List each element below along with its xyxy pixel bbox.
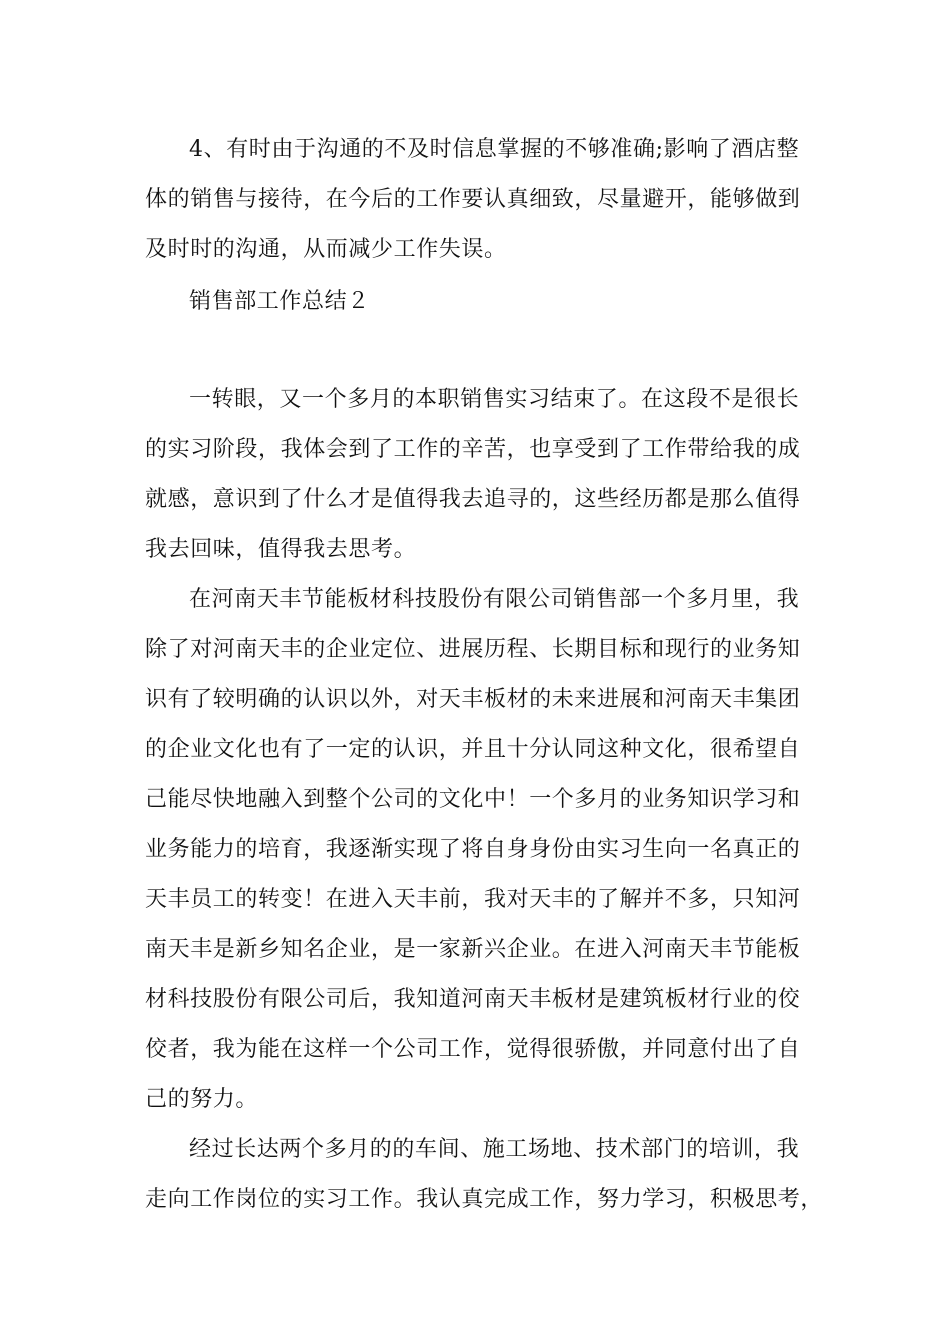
paragraph-3-line-4: 的企业文化也有了一定的认识，并且十分认同这种文化，很希望自 (145, 737, 801, 762)
paragraph-3-line-10: 佼者，我为能在这样一个公司工作，觉得很骄傲，并同意付出了自 (145, 1037, 801, 1062)
paragraph-3-line-1: 在河南天丰节能板材科技股份有限公司销售部一个多月里，我 (189, 587, 800, 612)
paragraph-3-line-2: 除了对河南天丰的企业定位、进展历程、长期目标和现行的业务知 (145, 637, 801, 662)
paragraph-2-line-3: 就感，意识到了什么才是值得我去追寻的，这些经历都是那么值得 (145, 487, 801, 512)
paragraph-3-line-11: 己的努力。 (145, 1087, 259, 1112)
paragraph-1-line-2: 体的销售与接待，在今后的工作要认真细致，尽量避开，能够做到 (145, 187, 801, 212)
paragraph-3-line-8: 南天丰是新乡知名企业，是一家新兴企业。在进入河南天丰节能板 (145, 937, 801, 962)
paragraph-3-line-3: 识有了较明确的认识以外，对天丰板材的未来进展和河南天丰集团 (145, 687, 801, 712)
paragraph-3-line-7: 天丰员工的转变！在进入天丰前，我对天丰的了解并不多，只知河 (145, 887, 801, 912)
paragraph-4-line-2: 走向工作岗位的实习工作。我认真完成工作，努力学习，积极思考， (145, 1187, 824, 1212)
paragraph-3-line-5: 己能尽快地融入到整个公司的文化中！一个多月的业务知识学习和 (145, 787, 801, 812)
section-heading: 销售部工作总结２ (189, 289, 370, 314)
paragraph-2-line-4: 我去回味，值得我去思考。 (145, 537, 417, 562)
paragraph-2-line-2: 的实习阶段，我体会到了工作的辛苦，也享受到了工作带给我的成 (145, 437, 801, 462)
paragraph-2-line-1: 一转眼，又一个多月的本职销售实习结束了。在这段不是很长 (189, 387, 800, 412)
paragraph-3-line-9: 材科技股份有限公司后，我知道河南天丰板材是建筑板材行业的佼 (145, 987, 801, 1012)
paragraph-3-line-6: 业务能力的培育，我逐渐实现了将自身身份由实习生向一名真正的 (145, 837, 801, 862)
paragraph-4-line-1: 经过长达两个多月的的车间、施工场地、技术部门的培训，我 (189, 1137, 800, 1162)
paragraph-1-line-3: 及时时的沟通，从而减少工作失误。 (145, 237, 507, 262)
paragraph-1-line-1: 4、有时由于沟通的不及时信息掌握的不够准确;影响了酒店整 (189, 137, 800, 162)
